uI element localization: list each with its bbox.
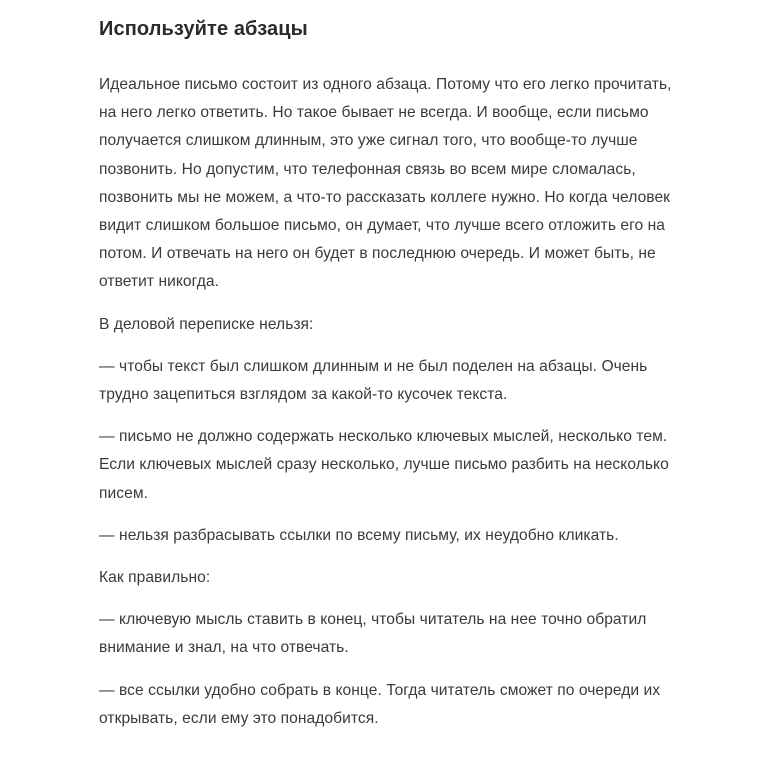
dont-item-1: — чтобы текст был слишком длинным и не был поделен на абзацы. Очень трудно зацепиться взглядом за какой-то кусочек текста. bbox=[99, 357, 648, 404]
article-heading: Используйте абзацы bbox=[99, 18, 308, 40]
do-item-2: — все ссылки удобно собрать в конце. Тогда читатель сможет по очереди их открывать, если ему это понадобится. bbox=[99, 681, 661, 727]
dont-item-2: — письмо не должно содержать несколько ключевых мыслей, несколько тем. Если ключевых мыслей сразу несколько, лучше письмо разбить на несколько писем. bbox=[99, 428, 669, 502]
dont-item-3: — нельзя разбрасывать ссылки по всему письму, их неудобно кликать. bbox=[99, 526, 619, 544]
intro-paragraph: Идеальное письмо состоит из одного абзаца. Потому что его легко прочитать, на него легко ответить. Но такое бывает не всегда. И вообще, если письмо получается слишком длинным, это уже сигнал того, что вообще-то лучше позвонить. Но допустим, что телефонная связь во всем мире сломалась, позвонить мы не можем, а что-то рассказать коллеге нужно. Но когда человек видит слишком большое письмо, он думает, что лучше всего отложить его на потом. И отвечать на него он будет в последнюю очередь. И может быть, не ответит никогда. bbox=[99, 76, 672, 291]
article bbox=[99, 14, 679, 747]
do-item-1: — ключевую мысль ставить в конец, чтобы читатель на нее точно обратил внимание и знал, на что отвечать. bbox=[99, 611, 647, 657]
do-list-intro: Как правильно: bbox=[99, 569, 211, 587]
dont-list-intro: В деловой переписке нельзя: bbox=[99, 315, 314, 333]
